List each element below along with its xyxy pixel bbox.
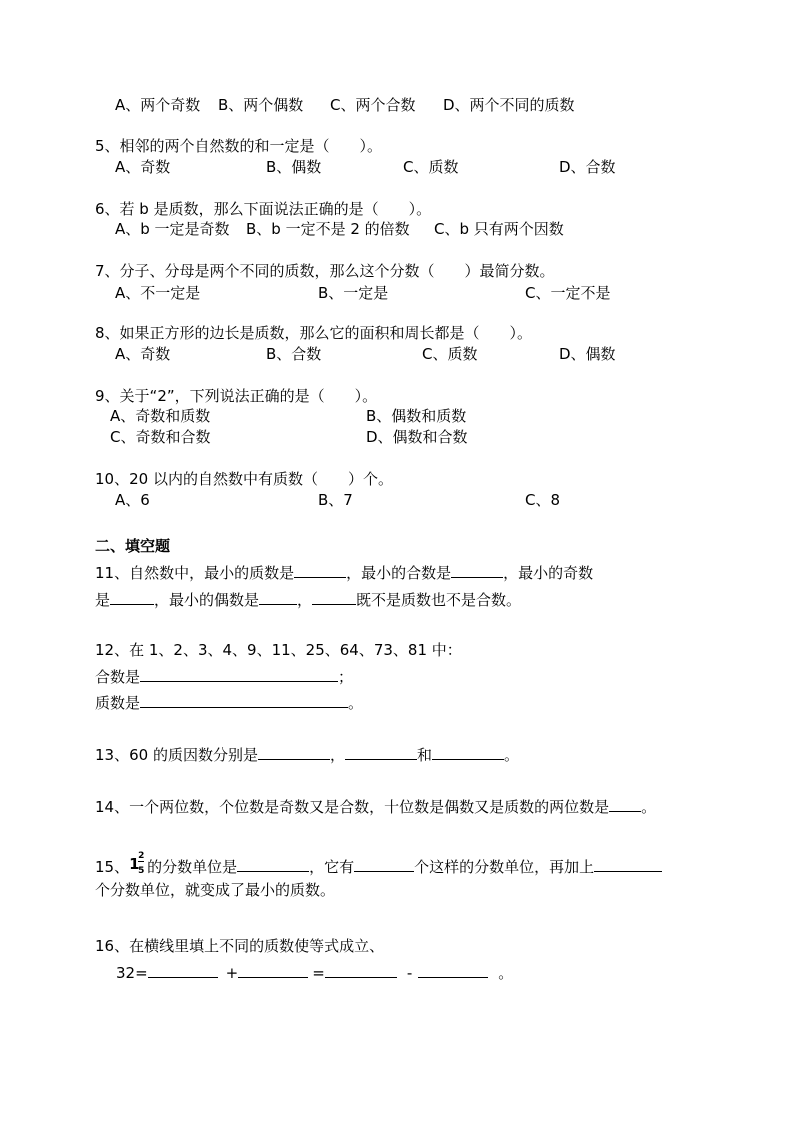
q12-prime-label: 质数是: [95, 694, 141, 712]
q16-end: 。: [498, 964, 514, 982]
q9-option-a: A、奇数和质数: [110, 407, 211, 425]
q15-denominator: 5: [138, 866, 145, 876]
q6-option-b: B、b 一定不是 2 的倍数: [246, 220, 410, 238]
q15-blank-unit[interactable]: [237, 856, 309, 872]
q11-blank-neither[interactable]: [312, 589, 356, 605]
q12-blank-prime[interactable]: [140, 692, 348, 708]
q14-text-1: 14、一个两位数，个位数是奇数又是合数，十位数是偶数又是质数的两位数是: [95, 798, 610, 816]
section-title: 二、填空题: [95, 537, 171, 555]
q16-plus: +: [225, 964, 239, 982]
q15-whole: 1: [129, 855, 140, 873]
q10-option-a: A、6: [115, 491, 150, 509]
q11-text-1: 11、自然数中，最小的质数是: [95, 564, 295, 582]
q12-stem: 12、在 1、2、3、4、9、11、25、64、73、81 中：: [95, 641, 462, 659]
q16-blank-2[interactable]: [238, 962, 308, 978]
q13-blank-1[interactable]: [258, 744, 330, 760]
q11-text-6: ，: [297, 591, 313, 609]
q7-stem: 7、分子、分母是两个不同的质数，那么这个分数（ ）最简分数。: [95, 262, 555, 280]
q4-option-b: B、两个偶数: [218, 96, 304, 114]
q8-option-b: B、合数: [266, 345, 322, 363]
q12-composite-line: [95, 666, 353, 687]
q9-option-b: B、偶数和质数: [366, 407, 467, 425]
q12-blank-composite[interactable]: [140, 666, 338, 682]
q16-lead: 32=: [116, 964, 148, 982]
q16-blank-4[interactable]: [418, 962, 488, 978]
q10-stem: 10、20 以内的自然数中有质数（ ）个。: [95, 470, 393, 488]
q10-option-c: C、8: [525, 491, 561, 509]
q13-blank-3[interactable]: [432, 744, 504, 760]
q12-composite-end: ；: [338, 668, 354, 686]
q11-text-2: ，最小的合数是: [346, 564, 452, 582]
q5-stem: 5、相邻的两个自然数的和一定是（ ）。: [95, 137, 383, 155]
q11-blank-smallest-even[interactable]: [259, 589, 297, 605]
q11-blank-smallest-odd[interactable]: [110, 589, 154, 605]
q15-number: 15、: [95, 858, 130, 876]
q11-text-3: ，最小的奇数: [503, 564, 594, 582]
q6-option-c: C、b 只有两个因数: [434, 220, 564, 238]
q11-text-4: 是: [95, 591, 111, 609]
q8-option-c: C、质数: [422, 345, 478, 363]
q5-option-b: B、偶数: [266, 158, 322, 176]
q13-text-2: ，: [329, 746, 345, 764]
q16-equation: [116, 962, 513, 983]
q7-option-a: A、不一定是: [115, 284, 201, 302]
q15-text-1: 的分数单位是: [147, 858, 238, 876]
q9-stem: 9、关于“2”，下列说法正确的是（ ）。: [95, 387, 378, 405]
q15-blank-add[interactable]: [594, 856, 662, 872]
q6-option-a: A、b 一定是奇数: [115, 220, 230, 238]
q14-text-2: 。: [641, 798, 657, 816]
q13-text-3: 和: [416, 746, 432, 764]
q16-minus: -: [406, 964, 413, 982]
q5-option-c: C、质数: [403, 158, 459, 176]
q13-text-1: 13、60 的质因数分别是: [95, 746, 258, 764]
q4-option-c: C、两个合数: [330, 96, 416, 114]
q14-line: [95, 796, 656, 817]
q15-numerator: 2: [138, 851, 145, 861]
q12-prime-line: [95, 692, 363, 713]
q16-stem: 16、在横线里填上不同的质数使等式成立、: [95, 937, 385, 955]
q11-line1: [95, 562, 593, 583]
q10-option-b: B、7: [318, 491, 353, 509]
q15-text-2: ，它有: [309, 858, 355, 876]
q7-option-b: B、一定是: [318, 284, 389, 302]
q13-line: [95, 744, 519, 765]
q8-option-d: D、偶数: [559, 345, 616, 363]
q15-line1: [95, 852, 662, 877]
q16-eq: =: [312, 964, 325, 982]
q8-option-a: A、奇数: [115, 345, 171, 363]
q11-line2: [95, 589, 521, 610]
q11-blank-smallest-prime[interactable]: [294, 562, 346, 578]
q11-text-7: 既不是质数也不是合数。: [356, 591, 522, 609]
q15-line2: 个分数单位，就变成了最小的质数。: [95, 881, 336, 899]
q9-option-c: C、奇数和合数: [110, 428, 211, 446]
q13-text-4: 。: [503, 746, 519, 764]
q8-stem: 8、如果正方形的边长是质数，那么它的面积和周长都是（ ）。: [95, 324, 533, 342]
q14-blank[interactable]: [609, 796, 641, 812]
q5-option-a: A、奇数: [115, 158, 171, 176]
q13-blank-2[interactable]: [345, 744, 417, 760]
q7-option-c: C、一定不是: [525, 284, 611, 302]
q12-composite-label: 合数是: [95, 668, 141, 686]
q11-text-5: ，最小的偶数是: [154, 591, 260, 609]
q6-stem: 6、若 b 是质数，那么下面说法正确的是（ ）。: [95, 200, 432, 218]
q16-blank-3[interactable]: [325, 962, 397, 978]
q11-blank-smallest-composite[interactable]: [451, 562, 503, 578]
q4-option-d: D、两个不同的质数: [443, 96, 575, 114]
q9-option-d: D、偶数和合数: [366, 428, 468, 446]
q15-blank-count[interactable]: [354, 856, 414, 872]
q15-mixed-fraction: [129, 851, 147, 876]
q15-text-3: 个这样的分数单位，再加上: [414, 858, 595, 876]
q16-blank-1[interactable]: [148, 962, 218, 978]
q4-option-a: A、两个奇数: [115, 96, 201, 114]
q5-option-d: D、合数: [559, 158, 616, 176]
q12-prime-end: 。: [348, 694, 364, 712]
